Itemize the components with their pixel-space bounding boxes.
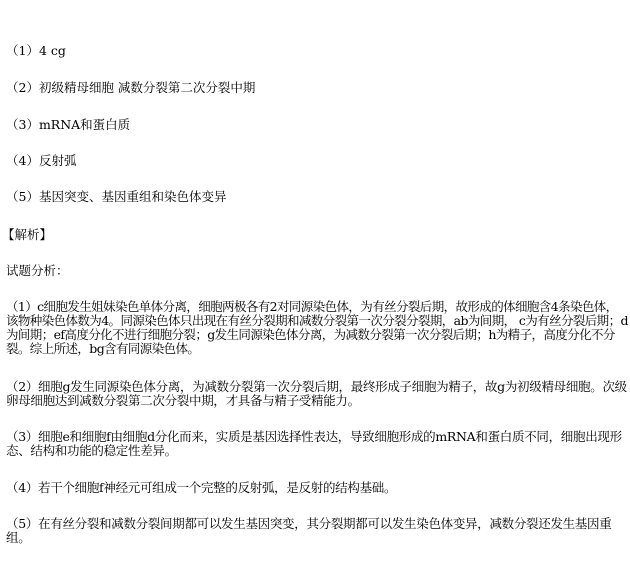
answer-3: （3）mRNA和蛋白质 [6,117,131,132]
answer-1: （1）4 cg [6,43,66,58]
analysis-intro: 试题分析： [6,263,69,278]
analysis-paragraph-4: （4）若干个细胞f神经元可组成一个完整的反射弧，是反射的结构基础。 [6,480,397,495]
answer-2: （2）初级精母细胞 减数分裂第二次分裂中期 [6,80,256,95]
analysis-paragraph-2: （2）细胞g发生同源染色体分离，为减数分裂第一次分裂后期，最终形成子细胞为精子，故g为初级精母细胞。次级卵母细胞达到减数分裂第二次分裂中期，才具备与精子受精能力。 [6,379,627,408]
analysis-heading: 【解析】 [2,227,53,242]
analysis-paragraph-1: （1）c细胞发生姐妹染色单体分离，细胞两极各有2对同源染色体，为有丝分裂后期，故形成的体细胞含4条染色体，该物种染色体数为4。同源染色体只出现在有丝分裂期和减数分裂第一次分裂分裂期，ab为间期， c为有丝分裂后期；d为间期；ef高度分化不进行细胞分裂；g发生同源染色体分离，为减数分裂第一次分裂后期；h为精子，高度分化不分裂。综上所述，bg含有同源染色体。 [6,299,628,356]
analysis-paragraph-5: （5）在有丝分裂和减数分裂间期都可以发生基因突变，其分裂期都可以发生染色体变异，减数分裂还发生基因重组。 [6,516,612,545]
answer-5: （5）基因突变、基因重组和染色体变异 [6,189,227,204]
answer-4: （4）反射弧 [6,153,77,168]
analysis-paragraph-3: （3）细胞e和细胞f由细胞d分化而来，实质是基因选择性表达，导致细胞形成的mRNA和蛋白质不同，细胞出现形态、结构和功能的稳定性差异。 [6,429,622,458]
